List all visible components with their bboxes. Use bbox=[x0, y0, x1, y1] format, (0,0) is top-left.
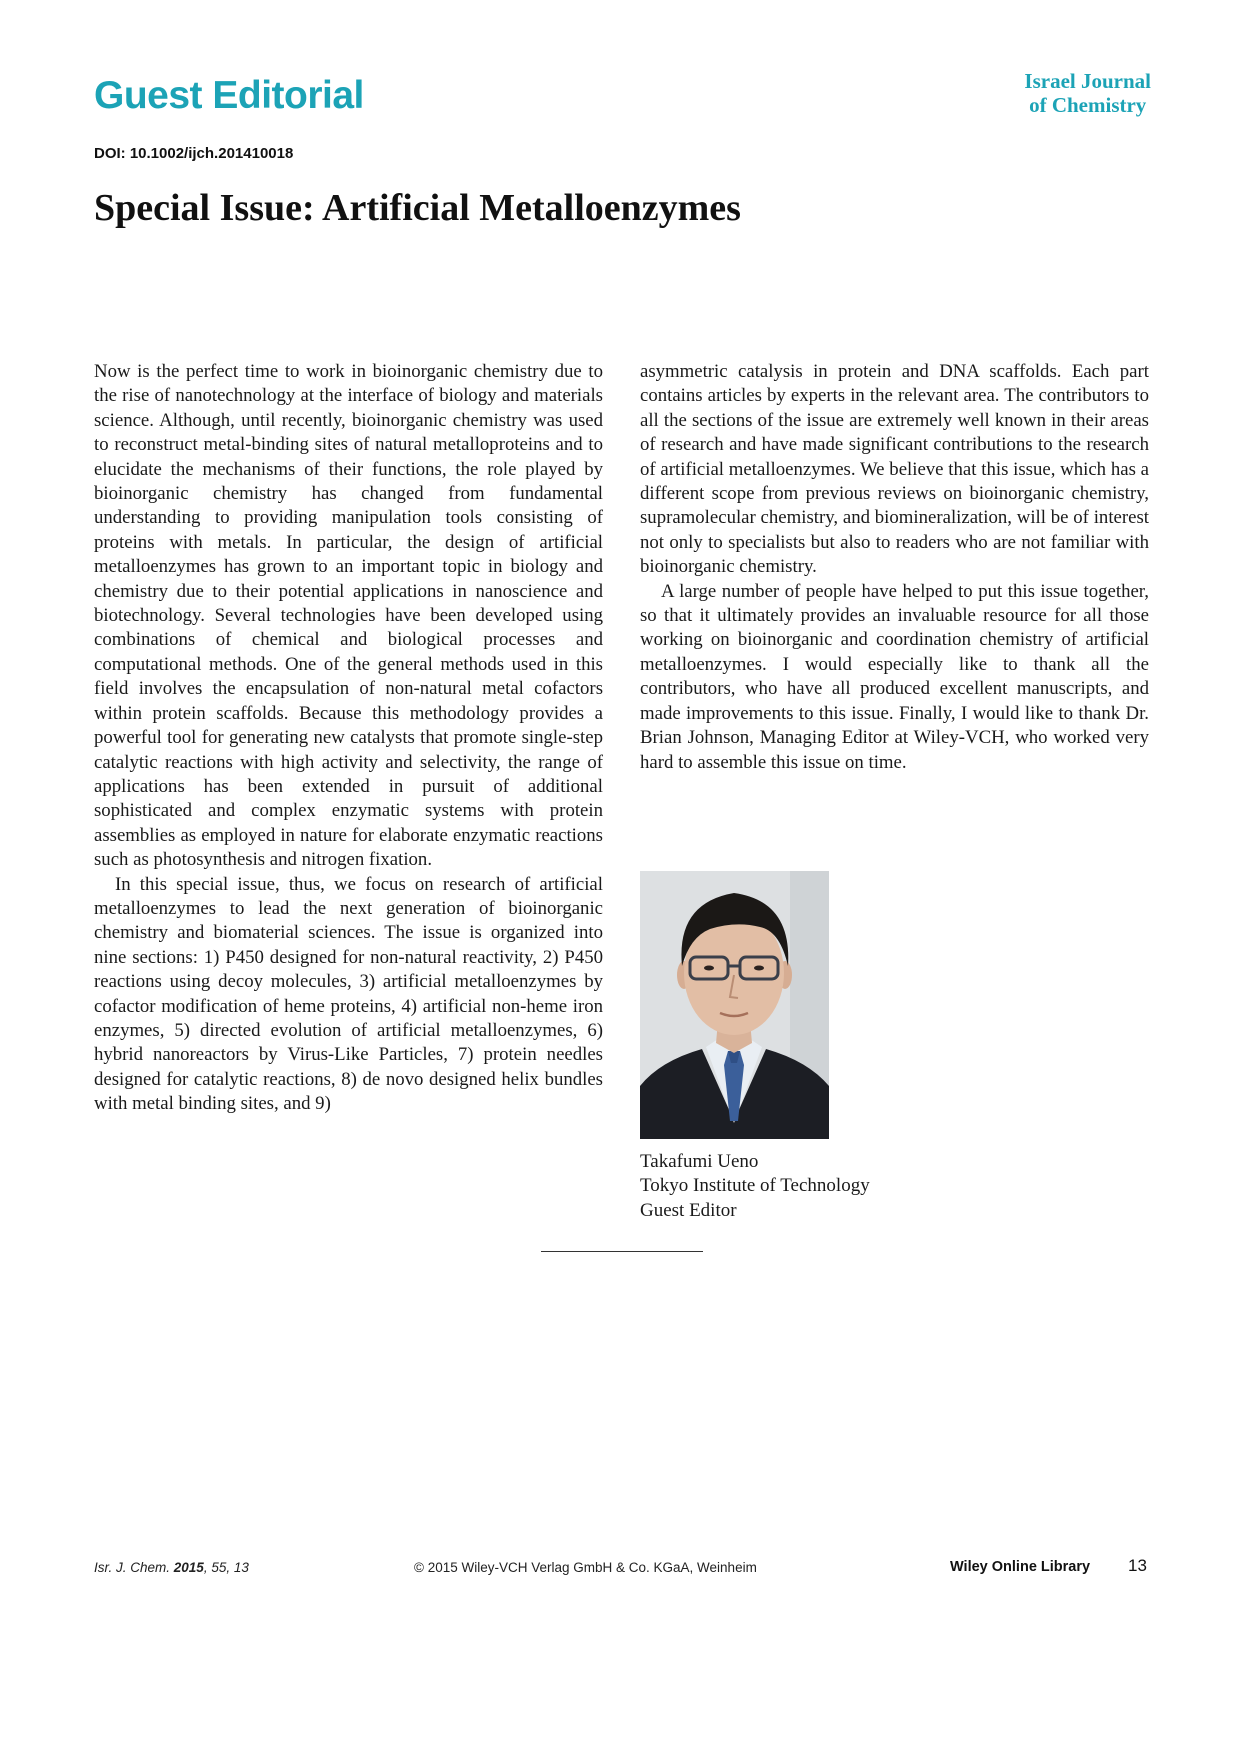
footer-copyright: © 2015 Wiley-VCH Verlag GmbH & Co. KGaA, Weinheim bbox=[414, 1560, 757, 1575]
left-column bbox=[94, 360, 603, 1117]
wiley-online-library-link[interactable]: Wiley Online Library bbox=[950, 1559, 1091, 1575]
paragraph: asymmetric catalysis in protein and DNA scaffolds. Each part contains articles by experts in the relevant area. The contributors to all the sections of the issue are extremely well known in their areas of research and have made significant contributions to the research of artificial metalloenzymes. We believe that this issue, which has a different scope from previous reviews on bioinorganic chemistry, supramolecular chemistry, and biomineralization, will be of interest not only to specialists but also to readers who are not familiar with bioinorganic chemistry. bbox=[640, 361, 1149, 578]
author-photo bbox=[640, 871, 829, 1139]
journal-name-line-2: of Chemistry bbox=[1029, 93, 1147, 117]
footer-citation-journal: Isr. J. Chem. bbox=[94, 1560, 171, 1575]
author-role: Guest Editor bbox=[640, 1199, 737, 1221]
author-name: Takafumi Ueno bbox=[640, 1151, 759, 1172]
author-caption bbox=[640, 1150, 870, 1223]
article-title: Special Issue: Artificial Metalloenzymes bbox=[94, 187, 741, 229]
paragraph: In this special issue, thus, we focus on research of artificial metalloenzymes to lead the next generation of bioinorganic chemistry and biomaterial sciences. The issue is organized into nine sections: 1) P450 designed for non-natural reactivity, 2) P450 reactions using decoy molecules, 3) artificial metalloenzymes by cofactor modification of heme proteins, 4) artificial non-heme iron enzymes, 5) directed evolution of artificial metalloenzymes, 6) hybrid nanoreactors by Virus-Like Particles, 7) protein needles designed for catalytic reactions, 8) de novo designed helix bundles with metal binding sites, and 9) bbox=[94, 873, 603, 1115]
footer-citation-year: 2015 bbox=[173, 1560, 204, 1575]
footer-citation bbox=[94, 1560, 249, 1575]
section-label: Guest Editorial bbox=[94, 74, 364, 117]
paragraph: A large number of people have helped to put this issue together, so that it ultimately provides an invaluable resource for all those working on bioinorganic and coordination chemistry of artificial metalloenzymes. I would especially like to thank all the contributors, who have all produced excellent manuscripts, and made improvements to this issue. Finally, I would like to thank Dr. Brian Johnson, Managing Editor at Wiley-VCH, who worked very hard to assemble this issue on time. bbox=[640, 580, 1149, 773]
end-rule bbox=[541, 1251, 703, 1252]
doi: DOI: 10.1002/ijch.201410018 bbox=[94, 145, 294, 162]
paragraph: Now is the perfect time to work in bioinorganic chemistry due to the rise of nanotechnology at the interface of biology and materials science. Although, until recently, bioinorganic chemistry was used to reconstruct metal-binding sites of natural metalloproteins and to elucidate the mechanisms of their functions, the role played by bioinorganic chemistry has changed from fundamental understanding to providing manipulation tools consisting of proteins with metals. In particular, the design of artificial metalloenzymes has grown to an important topic in biology and chemistry due to their potential applications in nanoscience and biotechnology. Several technologies have been developed using combinations of chemical and biological processes and computational methods. One of the general methods used in this field involves the encapsulation of non-natural metal cofactors within protein scaffolds. Because this methodology provides a powerful tool for generating new catalysts that promote single-step catalytic reactions with high activity and selectivity, the range of applications has been extended in pursuit of additional sophisticated and complex enzymatic systems with protein assemblies as employed in nature for elaborate enzymatic reactions such as photosynthesis and nitrogen fixation. bbox=[94, 361, 603, 871]
footer-citation-rest: , 55, 13 bbox=[203, 1560, 249, 1575]
author-affiliation: Tokyo Institute of Technology bbox=[640, 1175, 870, 1197]
journal-name-line-1: Israel Journal bbox=[1024, 69, 1151, 93]
right-column bbox=[640, 360, 1149, 775]
author-portrait-illustration bbox=[640, 871, 829, 1139]
journal-name bbox=[1024, 69, 1151, 117]
page-number: 13 bbox=[1128, 1556, 1147, 1575]
